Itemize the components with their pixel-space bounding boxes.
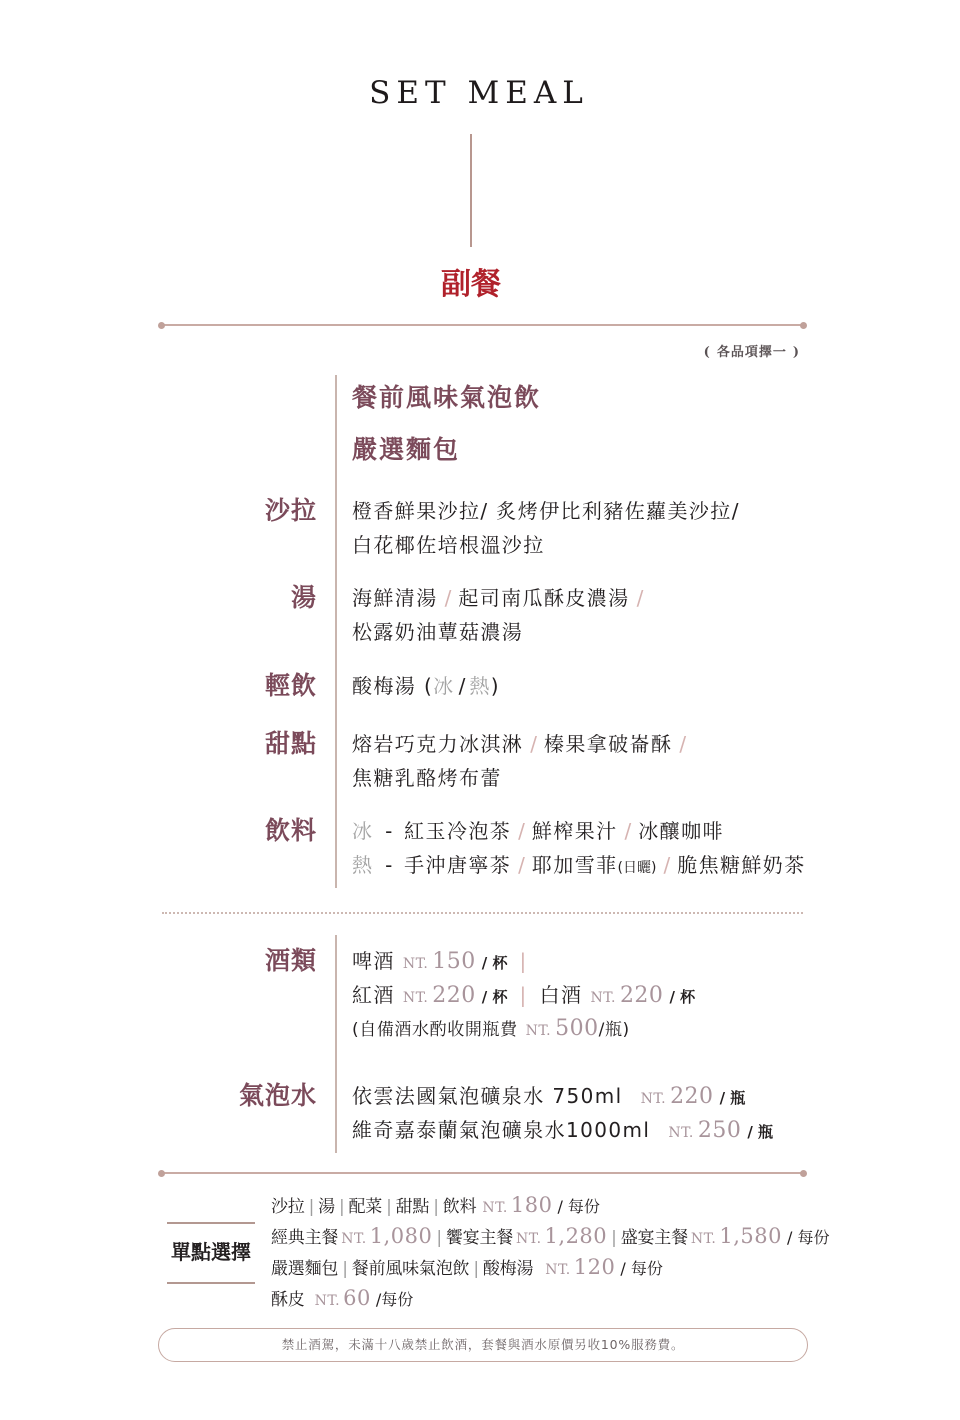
note-close-paren: ) xyxy=(792,345,800,360)
currency: NT. xyxy=(402,990,429,1006)
dessert-item: 榛果拿破崙酥 xyxy=(543,732,673,756)
separator-bar: | xyxy=(386,1197,392,1217)
separator-dash: - xyxy=(385,819,393,843)
a-la-carte-item: 酥皮 xyxy=(271,1290,305,1310)
currency: NT. xyxy=(640,1091,667,1107)
unit: / 瓶 xyxy=(747,1123,774,1141)
price: 220 xyxy=(432,983,476,1008)
alcohol-line-2 xyxy=(352,978,695,1012)
separator-slash: / xyxy=(679,732,687,756)
separator-slash: / xyxy=(444,586,452,610)
separator-bar: | xyxy=(308,1197,315,1217)
sparkling-line-1 xyxy=(352,1079,773,1113)
temperature-iced: 冰 xyxy=(352,819,374,843)
soup-line-2 xyxy=(352,615,650,649)
note-open-paren: ( xyxy=(703,345,711,360)
soup-line-1 xyxy=(352,581,650,615)
price: 180 xyxy=(510,1193,553,1217)
unit: / 瓶 xyxy=(719,1089,746,1107)
currency: NT. xyxy=(590,990,616,1006)
menu-row-light-drink xyxy=(0,669,960,703)
a-la-carte-item: 甜點 xyxy=(395,1197,430,1217)
a-la-carte-item: 饗宴主餐 xyxy=(445,1228,514,1248)
price: 220 xyxy=(619,983,664,1008)
dessert-options xyxy=(352,727,693,795)
drink-item: 手沖唐寧茶 xyxy=(404,853,512,877)
separator-bar: | xyxy=(519,949,528,973)
salad-line-2: 白花椰佐培根溫沙拉 xyxy=(352,533,545,557)
paren-open: ( xyxy=(423,674,434,698)
light-drink-item: 酸梅湯 xyxy=(352,674,417,698)
soup-item: 海鮮清湯 xyxy=(352,586,438,610)
page-title: SET MEAL xyxy=(369,75,589,111)
price: 250 xyxy=(697,1118,742,1143)
footer-notice: 禁止酒駕，未滿十八歲禁止飲酒，套餐與酒水原價另收10%服務費。 xyxy=(158,1328,808,1362)
currency: NT. xyxy=(545,1262,571,1278)
water-name: 依雲法國氣泡礦泉水 750ml xyxy=(352,1084,623,1108)
soup-options xyxy=(352,581,650,649)
dessert-line-1 xyxy=(352,727,693,761)
drinks-iced-line xyxy=(352,814,806,848)
price: 150 xyxy=(432,949,476,974)
separator-slash: / xyxy=(518,853,525,877)
unit: / 每份 xyxy=(787,1228,830,1247)
a-la-carte-item: 沙拉 xyxy=(271,1197,305,1217)
menu-row-salad xyxy=(0,494,960,557)
separator-bar: | xyxy=(338,1197,345,1217)
price: 500 xyxy=(555,1016,599,1041)
a-la-carte-item: 盛宴主餐 xyxy=(620,1228,688,1248)
temperature-hot: 熱 xyxy=(469,674,491,698)
separator-bar: | xyxy=(611,1228,617,1248)
separator-slash: / xyxy=(458,674,466,698)
alcohol-name-red-wine: 紅酒 xyxy=(352,983,395,1007)
unit: / 每份 xyxy=(620,1259,663,1278)
category-label-drinks: 飲料 xyxy=(264,816,317,845)
category-label-alcohol: 酒類 xyxy=(264,946,317,975)
unit: /每份 xyxy=(375,1290,414,1309)
separator-bar: | xyxy=(342,1259,348,1279)
a-la-carte-row-sides xyxy=(271,1190,829,1221)
intro-item-row xyxy=(0,381,960,415)
drink-options xyxy=(352,814,806,882)
separator-slash: / xyxy=(530,732,537,756)
separator-bar: | xyxy=(433,1197,439,1217)
soup-item: 起司南瓜酥皮濃湯 xyxy=(458,586,630,610)
water-name: 維奇嘉泰蘭氣泡礦泉水1000ml xyxy=(352,1118,651,1142)
separator-bar: | xyxy=(473,1259,479,1279)
salad-line-1: 橙香鮮果沙拉/ 炙烤伊比利豬佐蘿美沙拉/ xyxy=(352,499,740,523)
a-la-carte-item: 配菜 xyxy=(348,1197,383,1217)
a-la-carte-item: 嚴選麵包 xyxy=(271,1259,339,1279)
bottom-rule xyxy=(162,1172,803,1174)
dotted-divider xyxy=(162,912,803,914)
price: 120 xyxy=(573,1255,616,1279)
category-label-light-drink: 輕飲 xyxy=(264,671,317,700)
separator-slash: / xyxy=(636,586,644,610)
separator-slash: / xyxy=(624,819,632,843)
temperature-hot: 熱 xyxy=(352,853,374,877)
menu-row-alcohol xyxy=(0,944,960,1041)
category-label-salad: 沙拉 xyxy=(264,496,317,525)
drink-item: 脆焦糖鮮奶茶 xyxy=(677,853,806,877)
dessert-line-2 xyxy=(352,761,693,795)
category-label-sparkling-water: 氣泡水 xyxy=(238,1081,317,1110)
separator-slash: / xyxy=(518,819,525,843)
corkage-line xyxy=(352,1012,695,1046)
choose-one-note xyxy=(704,342,800,364)
unit: / 杯 xyxy=(481,988,508,1006)
alcohol-line-1 xyxy=(352,944,695,978)
a-la-carte-item: 經典主餐 xyxy=(271,1228,339,1248)
corkage-suffix: /瓶) xyxy=(598,1020,630,1040)
currency: NT. xyxy=(525,1023,552,1039)
drink-item: 紅玉冷泡茶 xyxy=(404,819,512,843)
menu-row-drinks xyxy=(0,814,960,877)
currency: NT. xyxy=(516,1231,542,1247)
a-la-carte-item: 酸梅湯 xyxy=(482,1259,534,1279)
menu-row-soup xyxy=(0,581,960,644)
currency: NT. xyxy=(341,1231,367,1247)
drink-item: 鮮榨果汁 xyxy=(531,819,618,843)
a-la-carte-item: 餐前風味氣泡飲 xyxy=(351,1259,470,1279)
drink-item: 冰釀咖啡 xyxy=(638,819,724,843)
sparkling-line-2 xyxy=(352,1113,773,1147)
price: 1,080 xyxy=(369,1224,433,1248)
sparkling-water-options xyxy=(352,1079,773,1147)
drink-item: 耶加雪菲 xyxy=(531,853,618,877)
a-la-carte-row-pastry xyxy=(271,1283,829,1314)
paren-close: ) xyxy=(490,674,500,698)
temperature-iced: 冰 xyxy=(433,674,455,698)
separator-dash: - xyxy=(385,853,393,877)
top-rule xyxy=(162,324,803,326)
unit: / 杯 xyxy=(669,988,696,1006)
price: 1,580 xyxy=(719,1224,782,1248)
header-divider xyxy=(470,134,472,247)
a-la-carte-item: 湯 xyxy=(318,1197,335,1217)
currency: NT. xyxy=(314,1293,341,1309)
light-drink-options xyxy=(352,669,500,703)
currency: NT. xyxy=(690,1231,717,1247)
a-la-carte-line-top xyxy=(167,1222,255,1224)
dessert-item: 焦糖乳酪烤布蕾 xyxy=(352,766,502,790)
a-la-carte-item: 飲料 xyxy=(442,1197,477,1217)
soup-item: 松露奶油蕈菇濃湯 xyxy=(352,620,524,644)
note-text: 各品項擇一 xyxy=(716,345,787,360)
drinks-hot-line xyxy=(352,848,806,882)
menu-row-dessert xyxy=(0,727,960,790)
intro-item-row xyxy=(0,433,960,467)
a-la-carte-row-mains xyxy=(271,1221,829,1252)
salad-options xyxy=(352,494,740,562)
intro-item-sparkling-drink: 餐前風味氣泡飲 xyxy=(352,383,542,412)
price: 1,280 xyxy=(544,1224,608,1248)
a-la-carte-label: 單點選擇 xyxy=(171,1240,251,1264)
light-drink-line xyxy=(352,669,500,703)
currency: NT. xyxy=(668,1125,694,1141)
category-label-soup: 湯 xyxy=(290,583,317,612)
alcohol-name-white-wine: 白酒 xyxy=(539,983,583,1007)
section-title: 副餐 xyxy=(441,267,501,302)
price: 60 xyxy=(343,1286,371,1310)
roast-note: (日曬) xyxy=(617,860,657,876)
separator-bar: | xyxy=(436,1228,442,1248)
separator-slash: / xyxy=(663,853,671,877)
category-label-dessert: 甜點 xyxy=(264,729,317,758)
unit: / 杯 xyxy=(481,954,508,972)
alcohol-options xyxy=(352,944,695,1046)
a-la-carte-list xyxy=(271,1190,829,1314)
dessert-item: 熔岩巧克力冰淇淋 xyxy=(352,732,524,756)
intro-item-bread: 嚴選麵包 xyxy=(352,435,461,464)
menu-row-sparkling-water xyxy=(0,1079,960,1143)
price: 220 xyxy=(670,1084,714,1109)
alcohol-name-beer: 啤酒 xyxy=(352,949,395,973)
currency: NT. xyxy=(482,1200,508,1216)
a-la-carte-row-bread xyxy=(271,1252,829,1283)
separator-bar: | xyxy=(519,983,528,1007)
unit: / 每份 xyxy=(557,1197,600,1216)
a-la-carte-line-bottom xyxy=(167,1282,255,1284)
corkage-text: (自備酒水酌收開瓶費 xyxy=(352,1020,518,1040)
currency: NT. xyxy=(402,956,429,972)
